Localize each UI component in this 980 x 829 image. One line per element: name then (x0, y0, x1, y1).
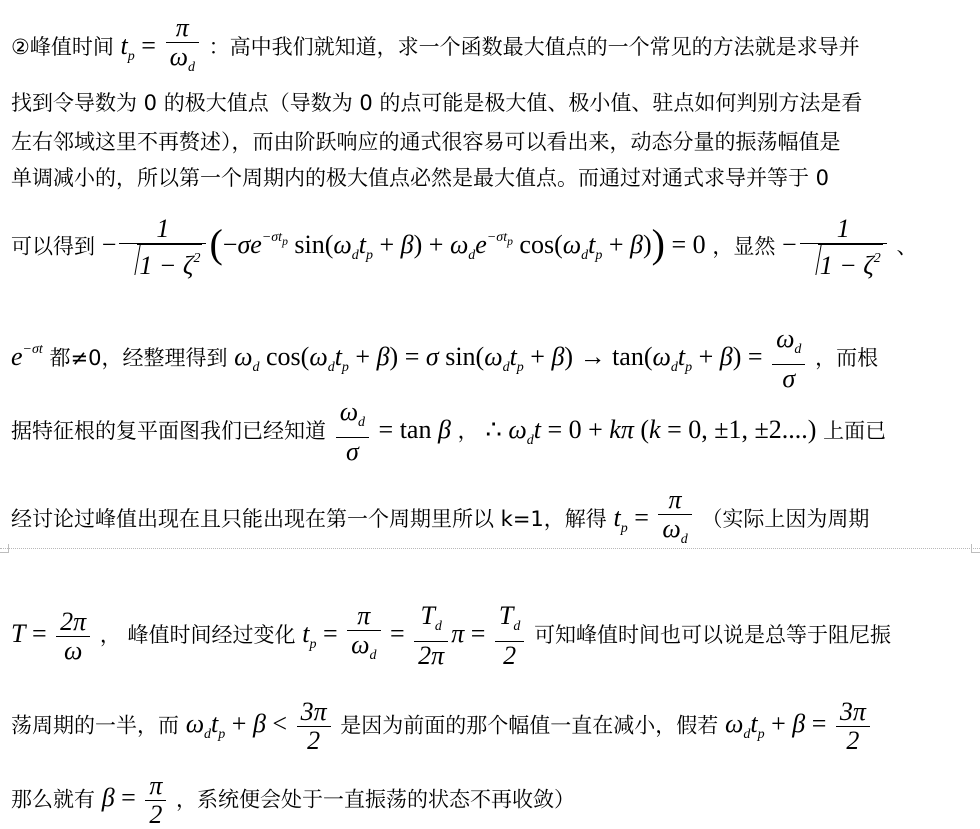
line5-mid: ，显然 (712, 234, 776, 259)
text-line-9 (11, 602, 891, 670)
formula-pi-over-omega-d: $\frac{\pi}{\omega_d}$ (166, 14, 199, 82)
formula-equals-3pi2: $\omega_dt_p + \beta$ = $\frac{3\pi}{2}$ (725, 709, 873, 738)
line10-mid: 是因为前面的那个幅值一直在减小，假若 (340, 713, 719, 738)
line7-suffix: 上面已 (823, 418, 887, 443)
text-line-6 (11, 325, 878, 393)
formula-tp-half-period: $t_p$ = $\frac{\pi}{\omega_d}$ = $\frac{T_d}{2\pi}$ π = $\frac{T_d}{2}$ (302, 619, 527, 648)
line7-prefix: 据特征根的复平面图我们已经知道 (11, 418, 326, 443)
line7-sep: ， (457, 418, 479, 443)
line8-suffix: （实际上因为周期 (701, 506, 870, 531)
formula-tan-beta: $\frac{\omega_d}{\sigma}$ = tan β (333, 415, 451, 444)
formula-tan-relation: $\omega_d$ $\cos(\omega_dt_p + \beta) = \sigma$ $\sin(\omega_dt_p + \beta) \to \tan(\omega_dt_p + \beta)$ = $\frac{\omega_d}{\sigma}$ (234, 342, 808, 371)
text-line-8 (11, 486, 869, 554)
line5-suffix: 、 (896, 234, 918, 259)
text-line-7 (11, 398, 886, 466)
formula-less-than: $\omega_dt_p + \beta$ < $\frac{3\pi}{2}$ (186, 709, 334, 738)
line8-prefix: 经讨论过峰值出现在且只能出现在第一个周期里所以 k=1，解得 (11, 506, 607, 531)
page-corner-mark-right (971, 544, 980, 553)
line3-text: 左右邻域这里不再赘述），而由阶跃响应的通式很容易可以看出来，动态分量的振荡幅值是 (11, 130, 841, 154)
line5-prefix: 可以得到 (11, 234, 95, 259)
formula-tp-result: $t_p$ = $\frac{\pi}{\omega_d}$ (613, 503, 694, 532)
formula-therefore: ∴ $\omega_dt = 0 + k\pi$ (k = 0, ±1, ±2....) (485, 414, 817, 448)
formula-derivative-zero: − $\frac{1}{1 - \zeta^2}$ ($-\sigma e^{-\sigma t_p}$ $\sin(\omega_dt_p + \beta) + \omega_de^{-\sigma t_p}$ $\cos(\omega_dt_p + \beta)) = 0$ (101, 214, 706, 280)
line9-suffix: 可知峰值时间也可以说是总等于阻尼振 (534, 622, 892, 647)
line4-text: 单调减小的，所以第一个周期内的极大值点必然是最大值点。而通过对通式求导并等于 0 (11, 166, 830, 190)
text-line-10 (11, 698, 873, 755)
line11-prefix: 那么就有 (11, 787, 95, 812)
line9-mid: ， 峰值时间经过变化 (99, 622, 296, 647)
text-line-4 (11, 165, 829, 191)
line1-text: ：高中我们就知道，求一个函数最大值点的一个常见的方法就是求导并 (208, 35, 860, 59)
formula-exp-neg-sigma: $e^{-\sigma t}$ (11, 341, 43, 371)
line6-suffix: ，而根 (815, 345, 879, 370)
text-line-5 (11, 215, 917, 280)
page-break-line (0, 548, 980, 549)
text-line-11 (11, 772, 575, 829)
formula-coefficient: − $\frac{1}{1 - \zeta^2}$ (782, 230, 890, 259)
formula-tp-label: $t_p$ = (120, 31, 156, 64)
line6-mid: 都≠0，经整理得到 (49, 345, 228, 370)
page-corner-mark-left (0, 544, 9, 553)
line11-suffix: ，系统便会处于一直振荡的状态不再收敛） (176, 787, 576, 812)
line1-marker: ②峰值时间 (11, 35, 114, 59)
formula-beta-pi-half: β = $\frac{\pi}{2}$ (102, 783, 170, 812)
line2-text: 找到令导数为 0 的极大值点（导数为 0 的点可能是极大值、极小值、驻点如何判别方法是看 (11, 91, 863, 115)
text-line-1 (11, 14, 860, 82)
text-line-3 (11, 129, 841, 155)
line10-prefix: 荡周期的一半，而 (11, 713, 179, 738)
formula-period: T = $\frac{2\pi}{\omega}$ (11, 619, 93, 648)
text-line-2 (11, 90, 862, 116)
